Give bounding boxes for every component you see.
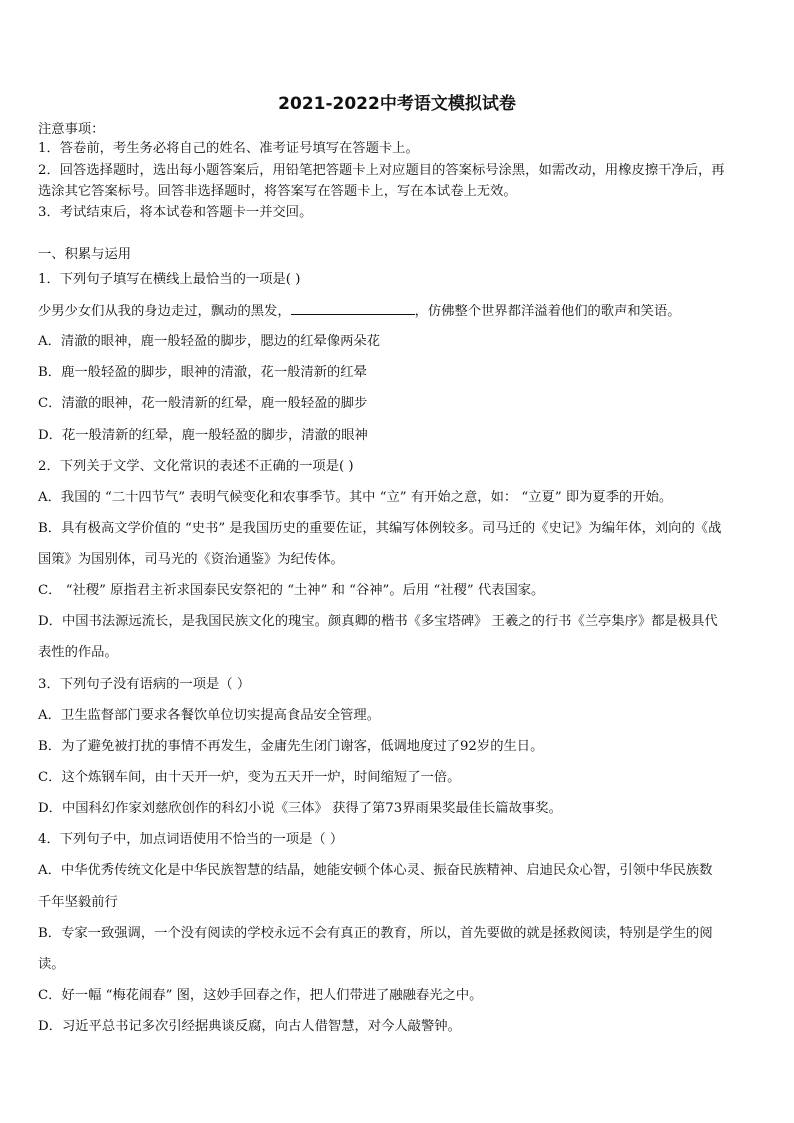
notice-item: 2．回答选择题时，选出每小题答案后，用铅笔把答题卡上对应题目的答案标号涂黑，如需改动，用橡皮擦干净后，再 xyxy=(38,163,725,178)
option: D．花一般清新的红晕，鹿一般轻盈的脚步，清澈的眼神 xyxy=(38,428,368,443)
question-stem: 1．下列句子填写在横线上最恰当的一项是( ) xyxy=(38,272,301,287)
sentence-part: 少男少女们从我的身边走过，飘动的黑发， xyxy=(38,304,291,319)
option: C．好一幅 “梅花闹春” 图，这妙手回春之作，把人们带进了融融春光之中。 xyxy=(38,988,483,1003)
option: D．中国科幻作家刘慈欣创作的科幻小说《三体》 获得了第73界雨果奖最佳长篇故事奖。 xyxy=(38,801,562,816)
option-continued: 表性的作品。 xyxy=(38,645,118,660)
option: B．为了避免被打扰的事情不再发生，金庸先生闭门谢客，低调地度过了92岁的生日。 xyxy=(38,739,544,754)
section-heading: 一、积累与运用 xyxy=(38,247,132,262)
notice-item: 1．答卷前，考生务必将自己的姓名、准考证号填写在答题卡上。 xyxy=(38,141,419,156)
option-continued: 读。 xyxy=(38,957,65,972)
option: A．中华优秀传统文化是中华民族智慧的结晶，她能安顿个体心灵、振奋民族精神、启迪民众心智，引领中华民族数 xyxy=(38,863,713,878)
question-stem: 2．下列关于文学、文化常识的表述不正确的一项是( ) xyxy=(38,459,354,474)
option: B．具有极高文学价值的 “史书” 是我国历史的重要佐证，其编写体例较多。司马迁的《史记》为编年体，刘向的《战 xyxy=(38,521,722,536)
option: B．鹿一般轻盈的脚步，眼神的清澈，花一般清新的红晕 xyxy=(38,365,367,380)
question-stem: 3．下列句子没有语病的一项是（ ） xyxy=(38,677,251,692)
option: A．我国的 “二十四节气” 表明气候变化和农事季节。其中 “立” 有开始之意，如： “立夏” 即为夏季的开始。 xyxy=(38,490,673,505)
option-continued: 千年坚毅前行 xyxy=(38,895,118,910)
option-continued: 国策》为国别体，司马光的《资治通鉴》为纪传体。 xyxy=(38,552,344,567)
page-title: 2021-2022中考语文模拟试卷 xyxy=(278,94,516,114)
option: C．这个炼钢车间，由十天开一炉，变为五天开一炉，时间缩短了一倍。 xyxy=(38,770,461,785)
option: A．卫生监督部门要求各餐饮单位切实提高食品安全管理。 xyxy=(38,708,381,723)
notice-item: 选涂其它答案标号。回答非选择题时，将答案写在答题卡上，写在本试卷上无效。 xyxy=(38,184,517,199)
option: D．中国书法源远流长，是我国民族文化的瑰宝。颜真卿的楷书《多宝塔碑》 王羲之的行书《兰亭集序》都是极具代 xyxy=(38,614,718,629)
question-sentence xyxy=(38,302,758,321)
option: D．习近平总书记多次引经据典谈反腐，向古人借智慧，对今人敲警钟。 xyxy=(38,1019,461,1034)
notice-heading: 注意事项： xyxy=(38,122,105,137)
option: A．清澈的眼神，鹿一般轻盈的脚步，腮边的红晕像两朵花 xyxy=(38,334,381,349)
option: C．清澈的眼神，花一般清新的红晕，鹿一般轻盈的脚步 xyxy=(38,396,368,411)
option: C． “社稷” 原指君主祈求国泰民安祭祀的 “土神” 和 “谷神”。后用 “社稷” 代表国家。 xyxy=(38,583,545,598)
question-stem: 4．下列句子中，加点词语使用不恰当的一项是（ ） xyxy=(38,832,344,847)
sentence-part: ，仿佛整个世界都洋溢着他们的歌声和笑语。 xyxy=(414,304,681,319)
option: B．专家一致强调，一个没有阅读的学校永远不会有真正的教育，所以，首先要做的就是拯救阅读，特别是学生的阅 xyxy=(38,926,713,941)
notice-item: 3．考试结束后，将本试卷和答题卡一并交回。 xyxy=(38,205,313,220)
answer-blank xyxy=(291,302,415,315)
